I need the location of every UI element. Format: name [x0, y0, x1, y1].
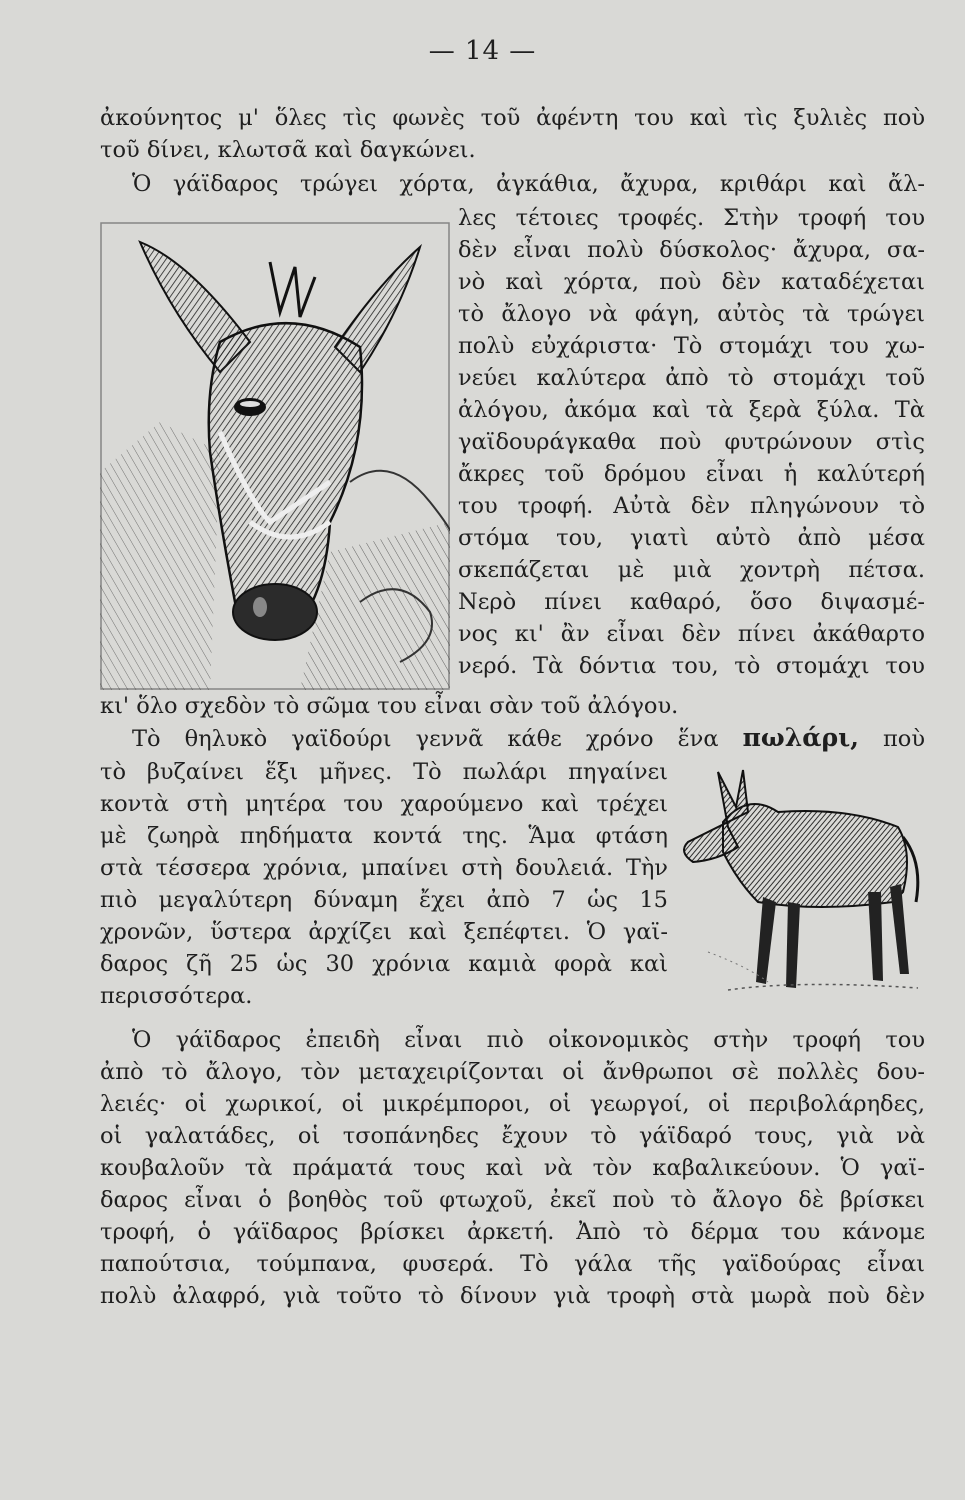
text-line: περισσότερα. — [100, 983, 253, 1009]
text-line: παπούτσια, τούμπανα, φυσερά. Τὸ γάλα τῆς γαϊδούρας εἶναι — [100, 1251, 925, 1277]
paragraph-uses — [100, 1024, 925, 1312]
text-line: πολὺ εὐχάριστα· Τὸ στομάχι του χω- — [458, 333, 925, 359]
paragraph-diet-end — [100, 690, 925, 722]
paragraph-foal — [100, 722, 925, 754]
text-line: κουβαλοῦν τὰ πράματά τους καὶ νὰ τὸν καβαλικεύουν. Ὁ γαϊ- — [100, 1155, 925, 1181]
text-line: νος κι' ἂν εἶναι δὲν πίνει ἀκάθαρτο — [458, 621, 925, 647]
page-number: — 14 — — [428, 36, 537, 66]
text-line: κι' ὅλο σχεδὸν τὸ σῶμα του εἶναι σὰν τοῦ ἀλόγου. — [100, 693, 679, 719]
text-line: δαρος ζῆ 25 ὡς 30 χρόνια καμιὰ φορὰ καὶ — [100, 951, 668, 977]
text-line: χρονῶν, ὕστερα ἀρχίζει καὶ ξεπέφτει. Ὁ γαϊ- — [100, 919, 668, 945]
text-line: τοῦ δίνει, κλωτσᾶ καὶ δαγκώνει. — [100, 137, 476, 163]
text-line: λειές· οἱ χωρικοί, οἱ μικρέμποροι, οἱ γεωργοί, οἱ περιβολάρηδες, — [100, 1091, 925, 1117]
text-line: τὸ ἄλογο νὰ φάγη, αὐτὸς τὰ τρώγει — [458, 301, 925, 327]
paragraph-foal-wrapped — [100, 756, 668, 1012]
text-line: του τροφή. Αὐτὰ δὲν πληγώνουν τὸ — [458, 493, 925, 519]
text-line: ἀκούνητος μ' ὅλες τὶς φωνὲς τοῦ ἀφέντη του καὶ τὶς ξυλιὲς ποὺ — [100, 105, 925, 131]
text-segment: Τὸ θηλυκὸ γαϊδούρι γεννᾶ κάθε χρόνο ἕνα — [132, 726, 719, 752]
text-line: λες τέτοιες τροφές. Στὴν τροφή του — [458, 205, 925, 231]
text-line: οἱ γαλατάδες, οἱ τσοπάνηδες ἔχουν τὸ γάϊδαρό τους, γιὰ νὰ — [100, 1123, 925, 1149]
text-line: στὰ τέσσερα χρόνια, μπαίνει στὴ δουλειά. Τὴν — [100, 855, 668, 881]
text-line: γαϊδουράγκαθα ποὺ φυτρώνουν στὶς — [458, 429, 925, 455]
text-line: τὸ βυζαίνει ἕξι μῆνες. Τὸ πωλάρι πηγαίνει — [100, 759, 668, 785]
text-segment: ποὺ — [883, 726, 925, 752]
text-line: πιὸ μεγαλύτερη δύναμη ἔχει ἀπὸ 7 ὡς 15 — [100, 887, 668, 913]
text-line: Ὁ γάϊδαρος τρώγει χόρτα, ἀγκάθια, ἄχυρα, κριθάρι καὶ ἄλ- — [132, 171, 925, 197]
text-line: ἀπὸ τὸ ἄλογο, τὸν μεταχειρίζονται οἱ ἄνθρωποι σὲ πολλὲς δου- — [100, 1059, 925, 1085]
donkey-foal-illustration — [668, 752, 930, 1014]
text-line: Ὁ γάϊδαρος ἐπειδὴ εἶναι πιὸ οἰκονομικὸς στὴν τροφή του — [132, 1027, 925, 1053]
text-line: ἀλόγου, ἀκόμα καὶ τὰ ξερὰ ξύλα. Τὰ — [458, 397, 925, 423]
text-line: νεύει καλύτερα ἀπὸ τὸ στομάχι τοῦ — [458, 365, 925, 391]
text-line: Νερὸ πίνει καθαρό, ὅσο διψασμέ- — [458, 589, 925, 615]
paragraph-continuation — [100, 102, 925, 166]
text-line: τροφή, ὁ γάϊδαρος βρίσκει ἀρκετή. Ἀπὸ τὸ δέρμα του κάνομε — [100, 1219, 925, 1245]
donkey-head-illustration — [100, 222, 450, 690]
text-line — [100, 722, 925, 754]
text-line: κοντὰ στὴ μητέρα του χαρούμενο καὶ τρέχει — [100, 791, 668, 817]
text-line: δαρος εἶναι ὁ βοηθὸς τοῦ φτωχοῦ, ἐκεῖ ποὺ τὸ ἄλογο δὲ βρίσκει — [100, 1187, 925, 1213]
bold-term-foal: πωλάρι, — [742, 723, 859, 752]
paragraph-diet-wrapped — [458, 202, 925, 682]
text-line: στόμα του, γιατὶ αὐτὸ ἀπὸ μέσα — [458, 525, 925, 551]
text-line: μὲ ζωηρὰ πηδήματα κοντά της. Ἅμα φτάση — [100, 823, 668, 849]
text-line: πολὺ ἀλαφρό, γιὰ τοῦτο τὸ δίνουν γιὰ τροφὴ στὰ μωρὰ ποὺ δὲν — [100, 1283, 925, 1309]
text-line: ἄκρες τοῦ δρόμου εἶναι ἡ καλύτερή — [458, 461, 925, 487]
text-line: δὲν εἶναι πολὺ δύσκολος· ἄχυρα, σα- — [458, 237, 925, 263]
text-line: νερό. Τὰ δόντια του, τὸ στομάχι του — [458, 653, 925, 679]
text-line: σκεπάζεται μὲ μιὰ χοντρὴ πέτσα. — [458, 557, 925, 583]
text-line: νὸ καὶ χόρτα, ποὺ δὲν καταδέχεται — [458, 269, 925, 295]
paragraph-diet — [100, 168, 925, 200]
